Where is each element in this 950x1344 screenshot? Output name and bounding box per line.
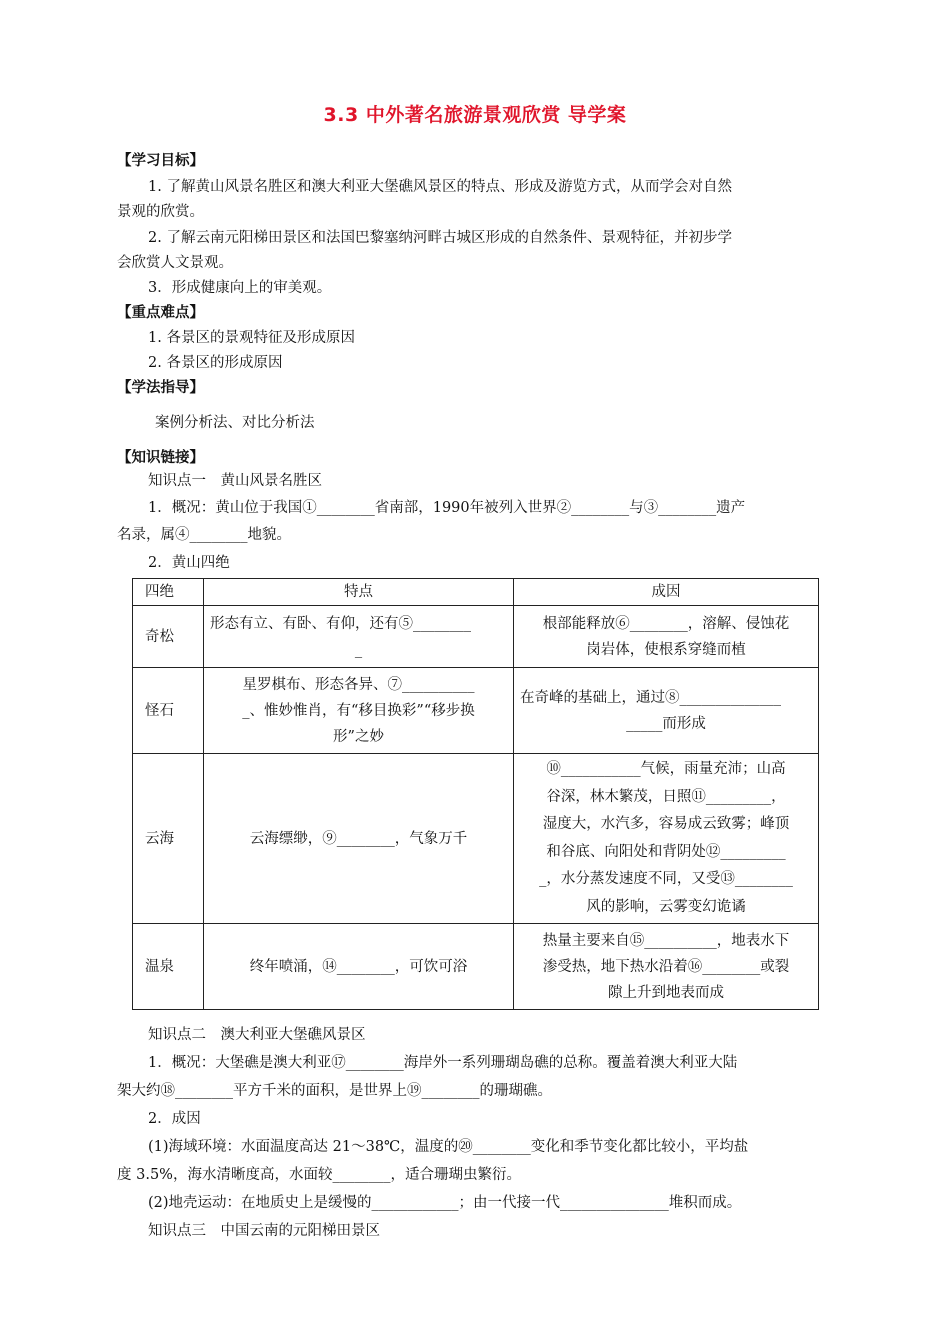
- feature-line: 终年喷涌，⑭________，可饮可浴: [204, 924, 514, 1010]
- feature-line: 形”之妙: [333, 728, 384, 745]
- row-name: 云海: [133, 754, 204, 924]
- goal-2-line-1: 2. 了解云南元阳梯田景区和法国巴黎塞纳河畔古城区形成的自然条件、景观特征，并初步学: [148, 230, 732, 246]
- cause-line: 谷深，林木繁茂，日照⑪_________，: [546, 788, 786, 805]
- section-heading-method: 【学法指导】: [117, 380, 204, 396]
- cause-line: 岗岩体，使根系穿缝而植: [586, 641, 746, 658]
- cause-line: 热量主要来自⑮__________，地表水下: [542, 932, 790, 949]
- cause-line: 和谷底、向阳处和背阴处⑫_________: [546, 843, 786, 860]
- table-row: [133, 754, 819, 924]
- method-text: 案例分析法、对比分析法: [155, 415, 315, 431]
- four-wonders-table: [132, 578, 819, 1010]
- key-point-2: 2. 各景区的形成原因: [148, 355, 283, 371]
- knowledge-point-2-heading: 知识点二 澳大利亚大堡礁风景区: [148, 1027, 366, 1043]
- kp2-crust-movement: (2)地壳运动：在地质史上是缓慢的____________；由一代接一代_______________堆积而成。: [148, 1195, 742, 1211]
- feature-line: 星罗棋布、形态各异、⑦__________: [242, 676, 475, 693]
- header-feature: 特点: [204, 579, 514, 606]
- section-heading-goals: 【学习目标】: [117, 153, 204, 169]
- page-title: 3.3 中外著名旅游景观欣赏 导学案: [323, 104, 627, 126]
- table-row: [133, 924, 819, 1010]
- goal-3: 3．形成健康向上的审美观。: [148, 280, 332, 296]
- section-heading-knowledge-links: 【知识链接】: [117, 450, 204, 466]
- goal-1-line-1: 1. 了解黄山风景名胜区和澳大利亚大堡礁风景区的特点、形成及游览方式，从而学会对自然: [148, 179, 732, 195]
- table-header-row: [133, 579, 819, 606]
- cause-line: ⑩___________气候，雨量充沛；山高: [546, 761, 786, 777]
- row-name: 奇松: [133, 606, 204, 668]
- key-point-1: 1. 各景区的景观特征及形成原因: [148, 330, 355, 346]
- cause-line: 在奇峰的基础上，通过⑧______________: [520, 689, 781, 706]
- knowledge-point-3-heading: 知识点三 中国云南的元阳梯田景区: [148, 1223, 380, 1239]
- table-row: [133, 606, 819, 668]
- kp1-overview-line-1: 1．概况：黄山位于我国①________省南部，1990年被列入世界②________与③________遗产: [148, 500, 746, 516]
- feature-line: _: [354, 641, 363, 658]
- goal-2-line-2: 会欣赏人文景观。: [117, 255, 233, 271]
- row-name: 温泉: [133, 924, 204, 1010]
- cause-line: _，水分蒸发速度不同，又受⑬________: [539, 871, 793, 887]
- cause-line: 隙上升到地表而成: [608, 984, 724, 1001]
- cause-line: 湿度大，水汽多，容易成云致雾；峰顶: [542, 816, 790, 832]
- header-cause: 成因: [514, 579, 819, 606]
- cause-line: _____而形成: [626, 715, 706, 732]
- knowledge-point-1-heading: 知识点一 黄山风景名胜区: [148, 473, 322, 489]
- kp1-four-wonders-label: 2．黄山四绝: [148, 555, 230, 571]
- feature-line: 云海缥缈，⑨________，气象万千: [204, 754, 514, 924]
- kp2-cause-label: 2．成因: [148, 1111, 201, 1127]
- header-wonder: 四绝: [133, 579, 204, 606]
- cause-line: 风的影响，云雾变幻诡谲: [586, 898, 746, 915]
- table-row: [133, 668, 819, 754]
- row-name: 怪石: [133, 668, 204, 754]
- kp2-overview-line-1: 1．概况：大堡礁是澳大利亚⑰________海岸外一系列珊瑚岛礁的总称。覆盖着澳大利亚大陆: [148, 1055, 738, 1071]
- feature-line: 形态有立、有卧、有仰，还有⑤________: [210, 615, 471, 632]
- kp2-sea-line-2: 度 3.5%，海水清晰度高，水面较________，适合珊瑚虫繁衍。: [117, 1167, 521, 1183]
- goal-1-line-2: 景观的欣赏。: [117, 204, 204, 220]
- kp2-sea-line-1: (1)海域环境：水面温度高达 21～38℃，温度的⑳________变化和季节变化都比较小，平均盐: [148, 1139, 749, 1155]
- feature-line: _、惟妙惟肖，有“移目换彩”“移步换: [242, 702, 475, 719]
- section-heading-key-points: 【重点难点】: [117, 305, 204, 321]
- cause-line: 根部能释放⑥________，溶解、侵蚀花: [542, 615, 790, 632]
- kp2-overview-line-2: 架大约⑱________平方千米的面积，是世界上⑲________的珊瑚礁。: [117, 1083, 552, 1099]
- kp1-overview-line-2: 名录，属④________地貌。: [117, 527, 291, 543]
- cause-line: 渗受热，地下热水沿着⑯________或裂: [542, 958, 790, 975]
